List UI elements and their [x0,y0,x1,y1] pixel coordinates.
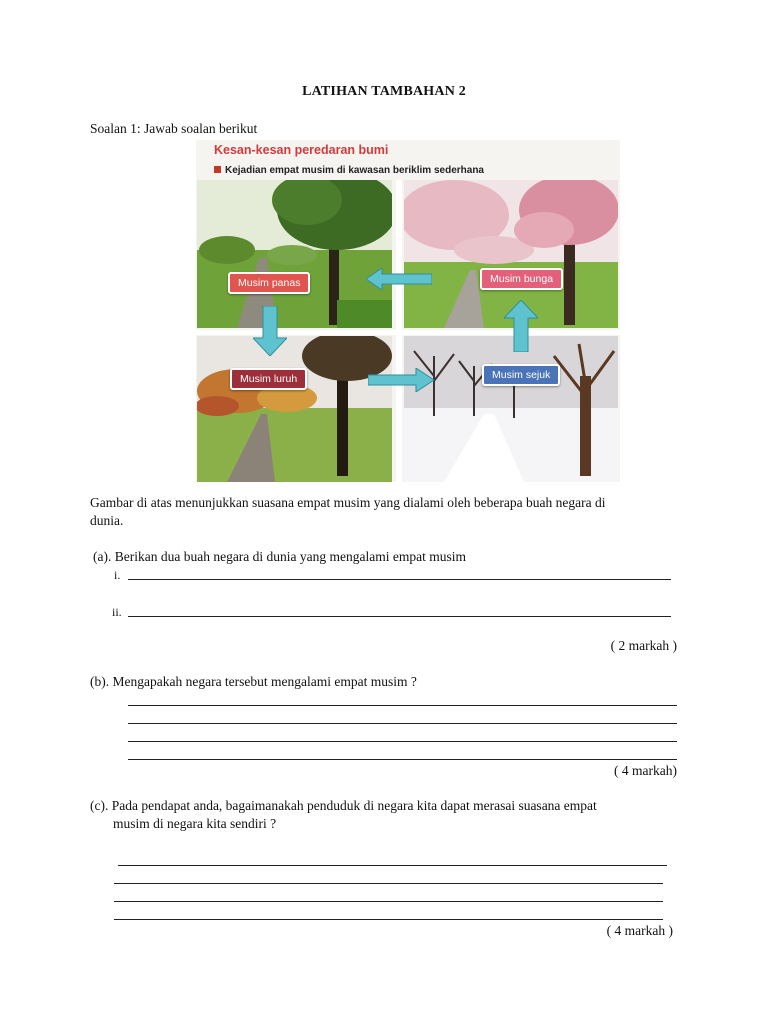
arrow-left-icon [366,268,432,290]
label-winter: Musim sejuk [482,364,560,386]
answer-line-b1[interactable] [128,705,677,706]
label-spring: Musim bunga [480,268,563,290]
autumn-panel [197,336,392,482]
winter-panel [404,336,618,482]
part-a-marks: ( 2 markah ) [610,638,677,653]
figure-heading: Kesan-kesan peredaran bumi [214,143,389,157]
intro-line-2: dunia. [90,513,124,528]
part-b-question: (b). Mengapakah negara tersebut mengalami empat musim ? [90,674,417,689]
answer-line-c3[interactable] [114,901,663,902]
label-autumn: Musim luruh [230,368,307,390]
bullet-square-icon [214,166,221,173]
summer-scene-icon [197,180,392,328]
intro-line-1: Gambar di atas menunjukkan suasana empat musim yang dialami oleh beberapa buah negara di [90,495,606,510]
answer-line-c1[interactable] [118,865,667,866]
part-c-question-line-2: musim di negara kita sendiri ? [113,816,277,831]
four-seasons-figure [196,140,620,482]
answer-line-b2[interactable] [128,723,677,724]
part-a-item-1-label: i. [114,568,121,582]
summer-panel [197,180,392,328]
question-1-label: Soalan 1: Jawab soalan berikut [90,121,258,136]
answer-line-b3[interactable] [128,741,677,742]
arrow-right-icon [368,368,434,392]
answer-line-c2[interactable] [114,883,663,884]
answer-line-c4[interactable] [114,919,663,920]
part-c-marks: ( 4 markah ) [606,923,673,938]
part-b-marks: ( 4 markah) [614,763,677,778]
autumn-scene-icon [197,336,392,482]
answer-line-a1[interactable] [128,579,671,580]
part-a-item-2-label: ii. [112,605,122,619]
figure-subheading: Kejadian empat musim di kawasan beriklim sederhana [214,165,484,176]
arrow-up-icon [504,300,538,352]
answer-line-b4[interactable] [128,759,677,760]
label-summer: Musim panas [228,272,310,294]
page-title: LATIHAN TAMBAHAN 2 [302,84,466,99]
arrow-down-icon [253,306,287,356]
part-c-question-line-1: (c). Pada pendapat anda, bagaimanakah penduduk di negara kita dapat merasai suasana empat [90,798,597,813]
part-a-question: (a). Berikan dua buah negara di dunia yang mengalami empat musim [93,549,467,564]
winter-scene-icon [404,336,618,482]
answer-line-a2[interactable] [128,616,671,617]
